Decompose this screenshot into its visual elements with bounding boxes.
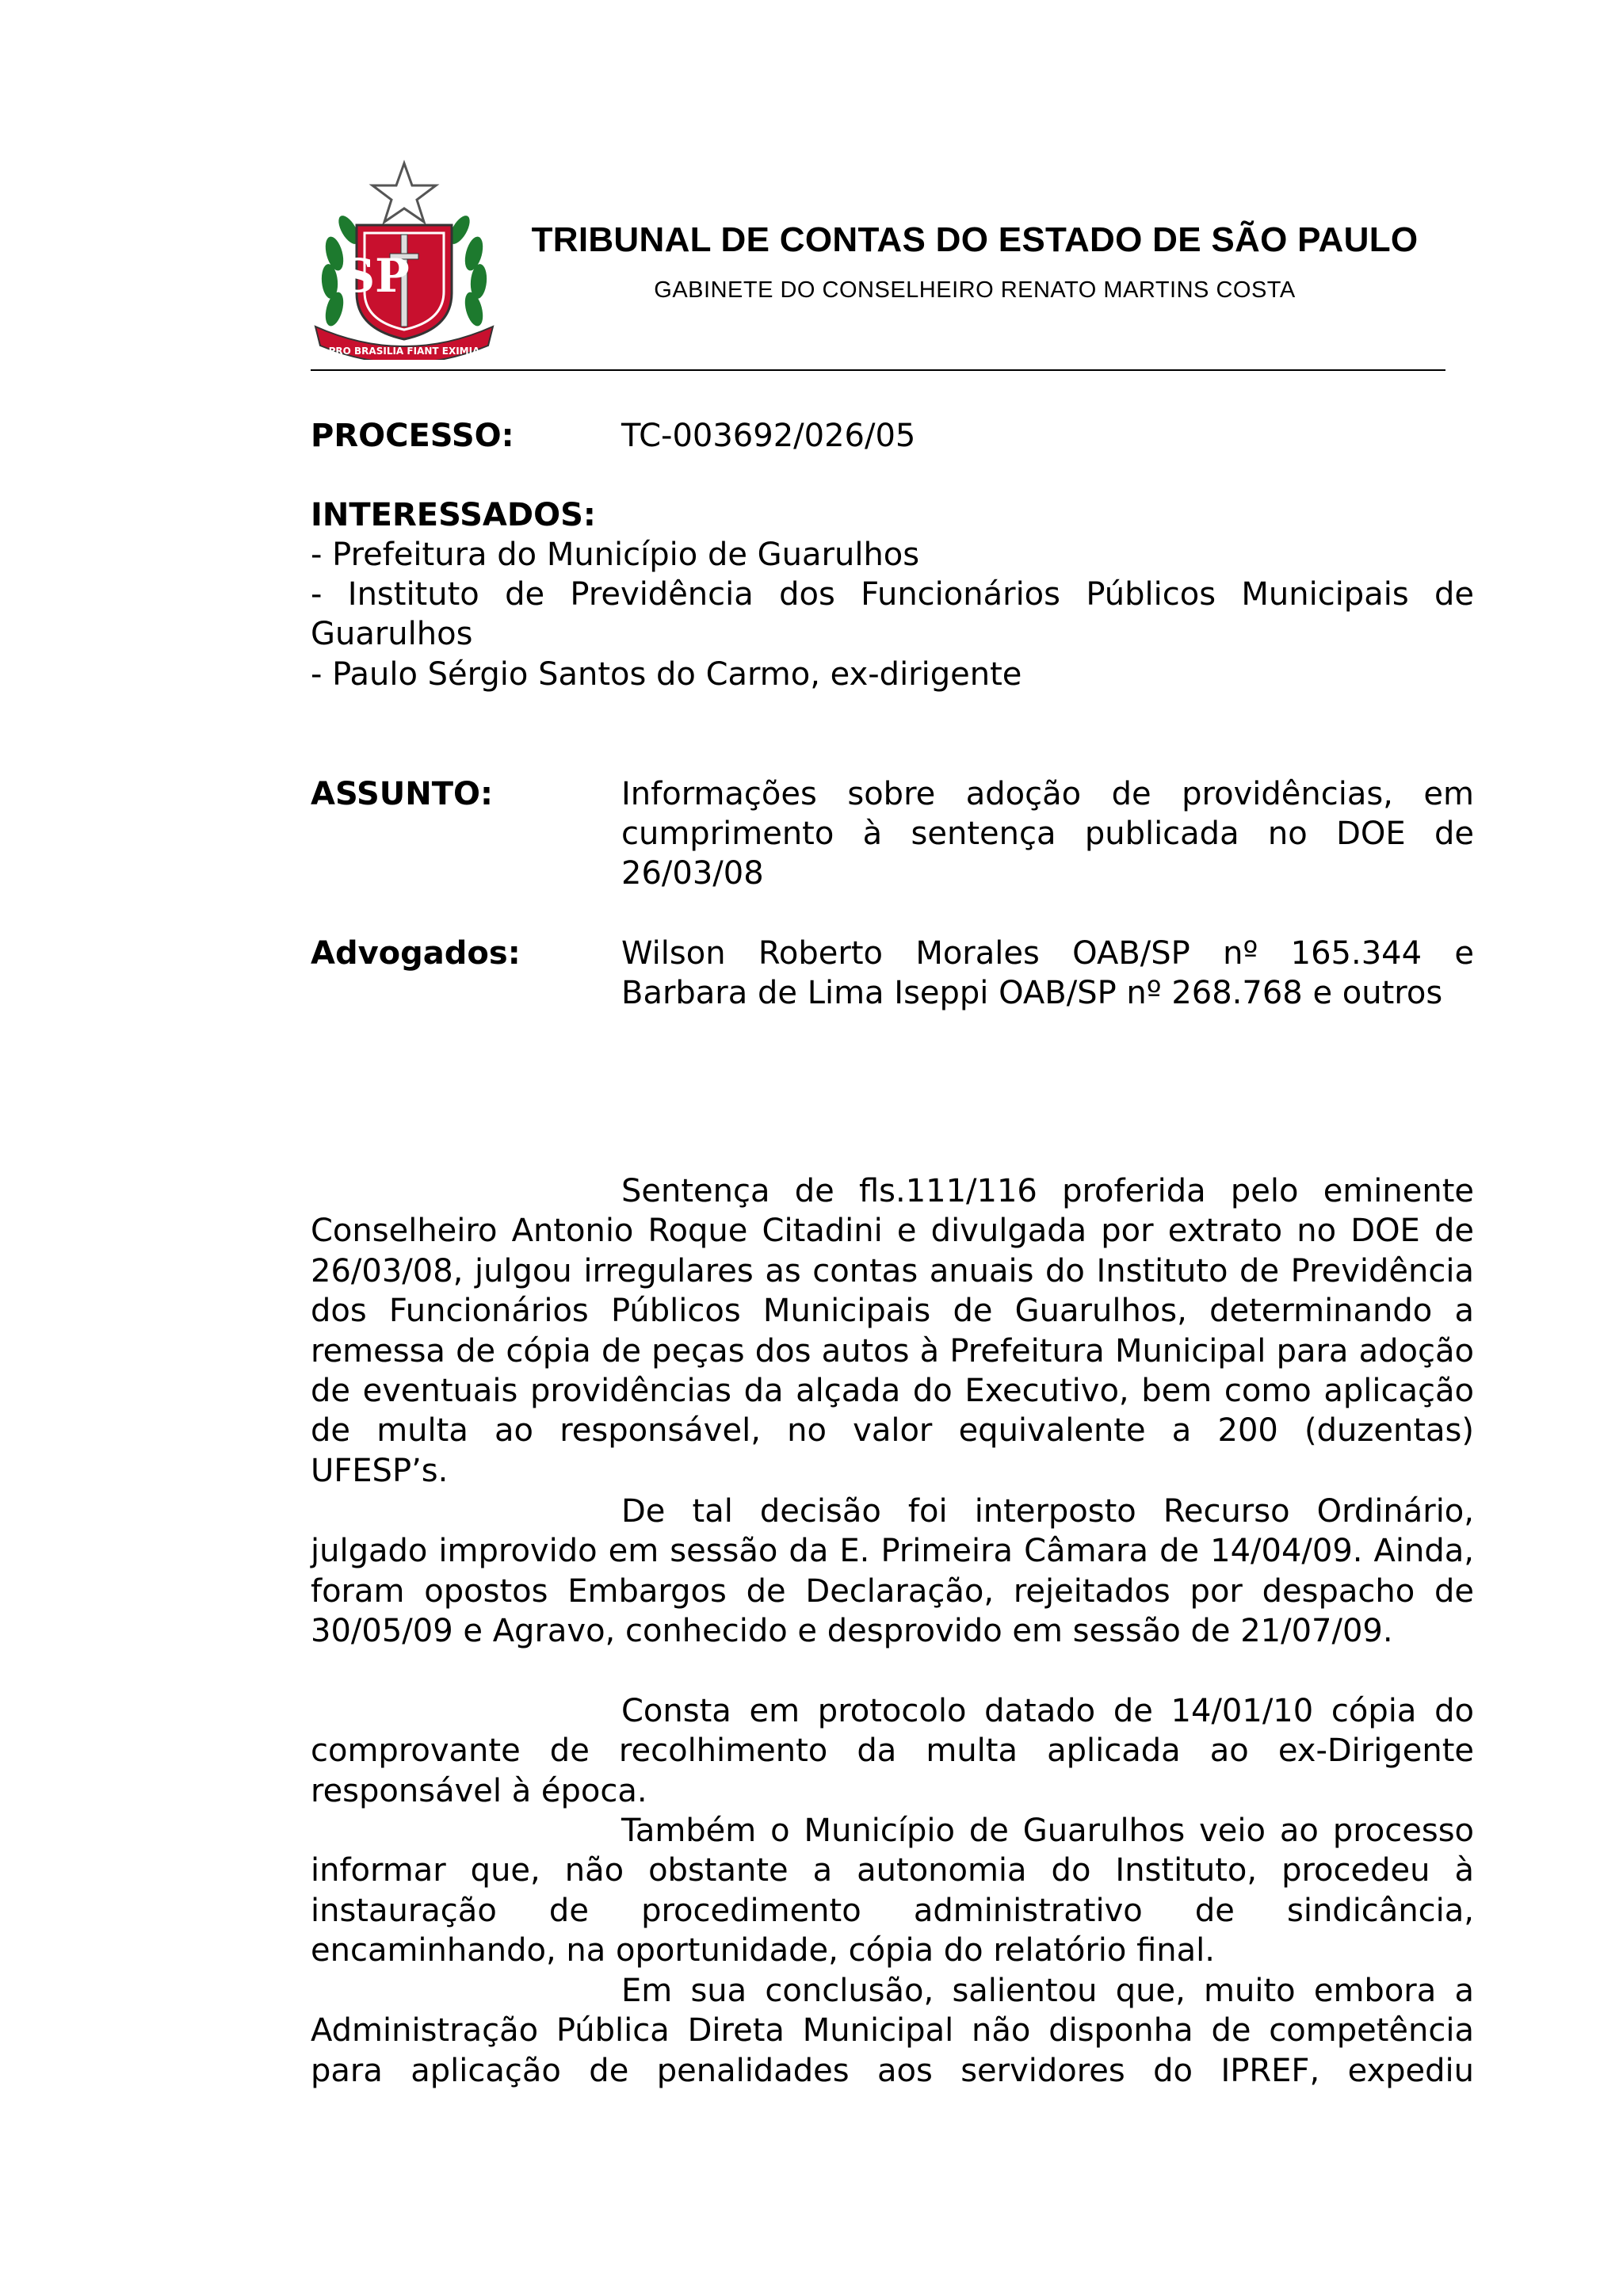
sao-paulo-coat-of-arms-icon [311, 159, 498, 360]
body-paragraph: Sentença de fls.111/116 proferida pelo eminente Conselheiro Antonio Roque Citadini e divulgada por extrato no DOE de 26/03/08, julgou irregulares as contas anuais do Instituto de Previdência dos Funcionários Públicos Municipais de Guarulhos, determinando a remessa de cópia de peças dos autos à Prefeitura Municipal para adoção de eventuais providências da alçada do Executivo, bem como aplicação de multa ao responsável, no valor equivalente a 200 (duzentas) UFESP’s. [311, 1173, 1474, 1489]
seal-letter-s: SP [342, 249, 410, 303]
court-title: TRIBUNAL DE CONTAS DO ESTADO DE SÃO PAULO [531, 220, 1419, 259]
advogados-text: Wilson Roberto Morales OAB/SP nº 165.344 e Barbara de Lima Iseppi OAB/SP nº 268.768 e outros [621, 935, 1474, 1011]
body-paragraph: De tal decisão foi interposto Recurso Ordinário, julgado improvido em sessão da E. Primeira Câmara de 14/04/09. Ainda, foram opostos Embargos de Declaração, rejeitados por despacho de 30/05/09 e Agravo, conhecido e desprovido em sessão de 21/07/09. [311, 1493, 1474, 1650]
body-paragraph: Consta em protocolo datado de 14/01/10 cópia do comprovante de recolhimento da multa aplicada ao ex-Dirigente responsável à época. [311, 1693, 1474, 1809]
interessado-item: - Instituto de Previdência dos Funcionários Públicos Municipais de Guarulhos [311, 576, 1474, 652]
body-paragraph: Também o Município de Guarulhos veio ao processo informar que, não obstante a autonomia do Instituto, procedeu à instauração de procedimento administrativo de sindicância, encaminhando, na oportunidade, cópia do relatório final. [311, 1813, 1474, 1969]
interessado-item: - Prefeitura do Município de Guarulhos [311, 537, 920, 573]
processo-number: TC-003692/026/05 [621, 418, 916, 454]
advogados-label: Advogados: [311, 935, 521, 972]
cabinet-subtitle: GABINETE DO CONSELHEIRO RENATO MARTINS COSTA [654, 277, 1296, 303]
assunto-text: Informações sobre adoção de providências, em cumprimento à sentença publicada no DOE de 26/03/08 [621, 776, 1474, 892]
interessados-label: INTERESSADOS: [311, 497, 596, 533]
body-paragraph: Em sua conclusão, salientou que, muito embora a Administração Pública Direta Municipal não disponha de competência para aplicação de penalidades aos servidores do IPREF, expediu [311, 1973, 1474, 2089]
interessado-item: - Paulo Sérgio Santos do Carmo, ex-dirigente [311, 656, 1022, 693]
header-divider [311, 369, 1445, 371]
assunto-label: ASSUNTO: [311, 776, 494, 812]
processo-label: PROCESSO: [311, 418, 514, 454]
seal-motto: PRO BRASILIA FIANT EXIMIA [328, 346, 480, 357]
